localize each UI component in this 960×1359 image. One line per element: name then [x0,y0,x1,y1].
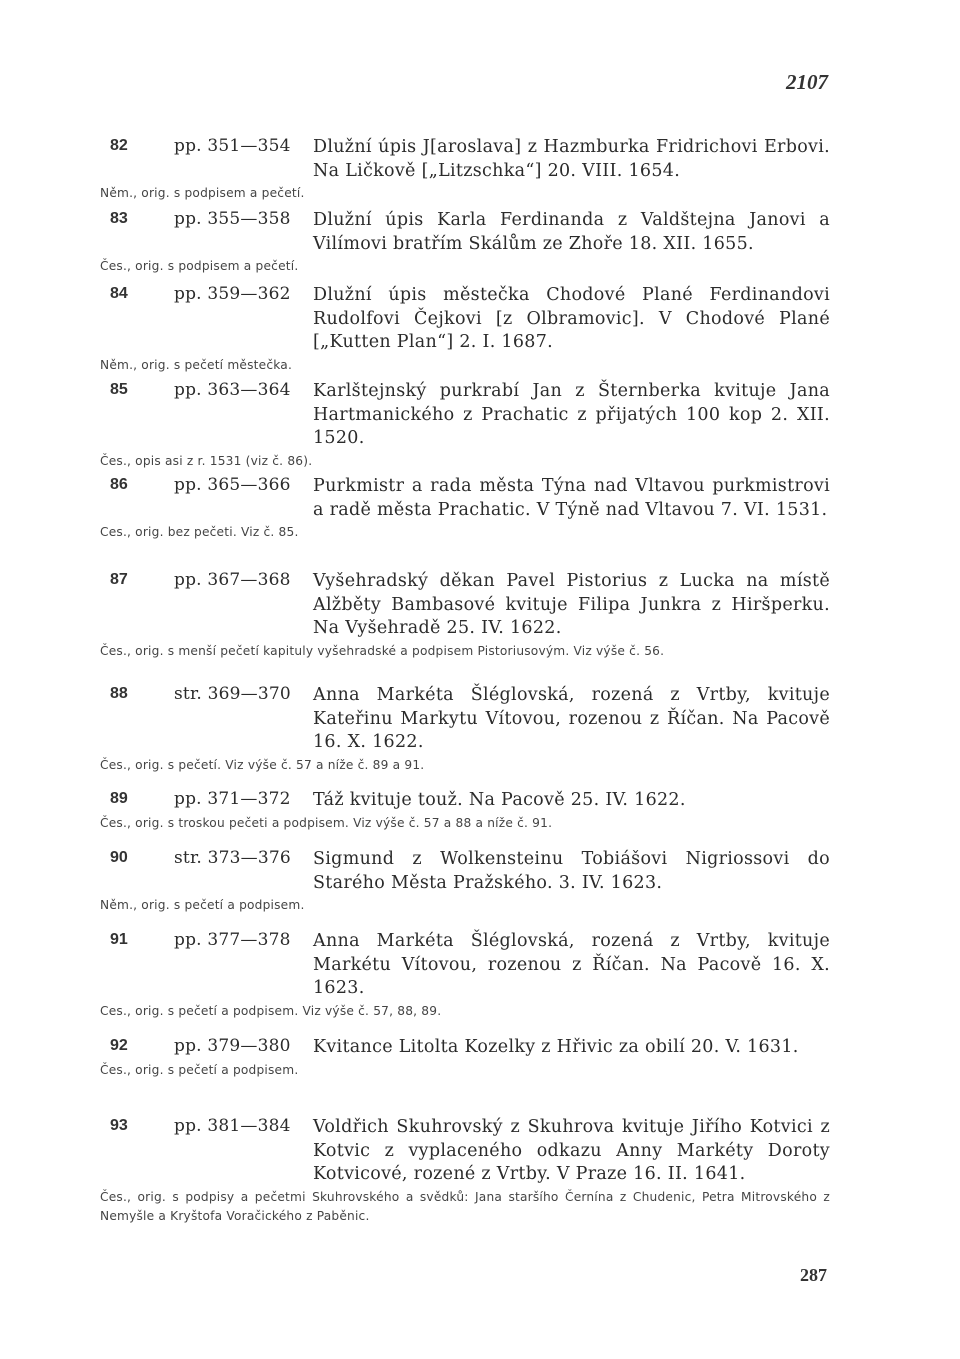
entry-text: Vyšehradský děkan Pavel Pistorius z Lucka na místě Alžběty Bambasové kvituje Filipa Junkra z Hiršperku. Na Vyšehradě 25. IV. 1622. [313,571,830,638]
entry-number: 87 [110,571,128,588]
entry-text: Kvitance Litolta Kozelky z Hřivic za obilí 20. V. 1631. [313,1037,799,1057]
entry-head [100,380,830,451]
entry-number: 82 [110,137,128,154]
entry-text: Táž kvituje touž. Na Pacově 25. IV. 1622. [313,790,686,810]
entry-note: Něm., orig. s podpisem a pečetí. [100,186,305,200]
entry-86 [100,475,830,542]
entry-pages: pp. 371—372 [174,789,291,809]
entry-text: Dlužní úpis J[aroslava] z Hazmburka Fridrichovi Erbovi. Na Ličkově [„Litzschka“] 20. VIII. 1654. [313,137,830,181]
entry-pages: str. 369—370 [174,684,291,704]
entry-head [100,475,830,522]
page-number-top: 2107 [786,70,828,94]
entry-note: Ces., orig. s pečetí a podpisem. Viz výše č. 57, 88, 89. [100,1003,442,1018]
entry-note: Ces., orig. bez pečeti. Viz č. 85. [100,525,299,539]
entry-pages: pp. 377—378 [174,930,291,950]
entry-pages: pp. 355—358 [174,209,291,229]
entry-number: 83 [110,210,128,227]
entry-number: 89 [110,790,128,807]
entry-92 [100,1036,830,1080]
entry-text: Karlštejnský purkrabí Jan z Šternberka kvituje Jana Hartmanického z Prachatic z přijatých 100 kop 2. XII. 1520. [313,381,830,448]
entry-84 [100,284,830,375]
entry-text: Sigmund z Wolkensteinu Tobiášovi Nigriossovi do Starého Města Pražského. 3. IV. 1623. [313,849,830,893]
entry-pages: pp. 381—384 [174,1116,291,1136]
entry-pages: str. 373—376 [174,848,291,868]
entry-head [100,136,830,183]
entry-82 [100,136,830,203]
entry-93 [100,1116,830,1226]
entry-87 [100,570,830,661]
entry-note: Čes., orig. s troskou pečeti a podpisem. Viz výše č. 57 a 88 a níže č. 91. [100,815,553,830]
entry-head [100,789,830,813]
entry-85 [100,380,830,471]
entry-head [100,209,830,256]
entry-number: 90 [110,849,128,866]
entry-number: 93 [110,1117,128,1134]
entry-note: Čes., orig. s pečetí a podpisem. [100,1062,299,1077]
entry-note: Čes., opis asi z r. 1531 (viz č. 86). [100,453,313,468]
entry-text: Purkmistr a rada města Týna nad Vltavou purkmistrovi a radě města Prachatic. V Týně nad Vltavou 7. VI. 1531. [313,476,830,520]
entry-text: Anna Markéta Šléglovská, rozená z Vrtby, kvituje Kateřinu Markytu Vítovou, rozenou z Říčan. Na Pacově 16. X. 1622. [313,685,830,752]
entry-88 [100,684,830,775]
entry-pages: pp. 365—366 [174,475,291,495]
entry-90 [100,848,830,915]
entry-note: Čes., orig. s pečetí. Viz výše č. 57 a níže č. 89 a 91. [100,757,425,772]
entry-number: 86 [110,476,128,493]
entry-note: Něm., orig. s pečetí a podpisem. [100,898,305,912]
entry-note: Něm., orig. s pečetí městečka. [100,357,293,372]
entry-head [100,284,830,355]
entry-pages: pp. 359—362 [174,284,291,304]
entry-text: Voldřich Skuhrovský z Skuhrova kvituje Jiřího Kotvici z Kotvic z vyplaceného odkazu Anny Markéty Doroty Kotvicové, rozené z Vrtby. V Praze 16. II. 1641. [313,1117,830,1184]
entry-text: Dlužní úpis městečka Chodové Plané Ferdinandovi Rudolfovi Čejkovi [z Olbramovic]. V Chodové Plané [„Kutten Plan“] 2. I. 1687. [313,285,830,352]
entry-pages: pp. 367—368 [174,570,291,590]
entry-note: Čes., orig. s podpisem a pečetí. [100,259,299,273]
entry-number: 84 [110,285,128,302]
entry-83 [100,209,830,276]
entry-number: 85 [110,381,128,398]
entry-head [100,1116,830,1187]
entry-pages: pp. 363—364 [174,380,291,400]
entry-number: 91 [110,931,128,948]
page-number-bottom: 287 [800,1265,827,1285]
entry-note: Čes., orig. s menší pečetí kapituly vyšehradské a podpisem Pistoriusovým. Viz výše č. 56. [100,643,665,658]
entry-head [100,684,830,755]
entry-text: Anna Markéta Šléglovská, rozená z Vrtby, kvituje Markétu Vítovou, rozenou z Říčan. Na Pacově 16. X. 1623. [313,931,830,998]
entry-number: 88 [110,685,128,702]
entry-91 [100,930,830,1021]
entry-text: Dlužní úpis Karla Ferdinanda z Valdštejna Janovi a Vilímovi bratřím Skálům ze Zhoře 18. XII. 1655. [313,210,830,254]
entry-number: 92 [110,1037,128,1054]
entry-note: Čes., orig. s podpisy a pečetmi Skuhrovského a svědků: Jana staršího Černína z Chudenic, Petra Mitrovského z Nemyšle a Kryštofa Voračického z Paběnic. [100,1189,830,1223]
entry-pages: pp. 379—380 [174,1036,291,1056]
entry-head [100,1036,830,1060]
entry-head [100,930,830,1001]
entry-head [100,570,830,641]
entry-pages: pp. 351—354 [174,136,291,156]
entry-89 [100,789,830,833]
entry-head [100,848,830,895]
